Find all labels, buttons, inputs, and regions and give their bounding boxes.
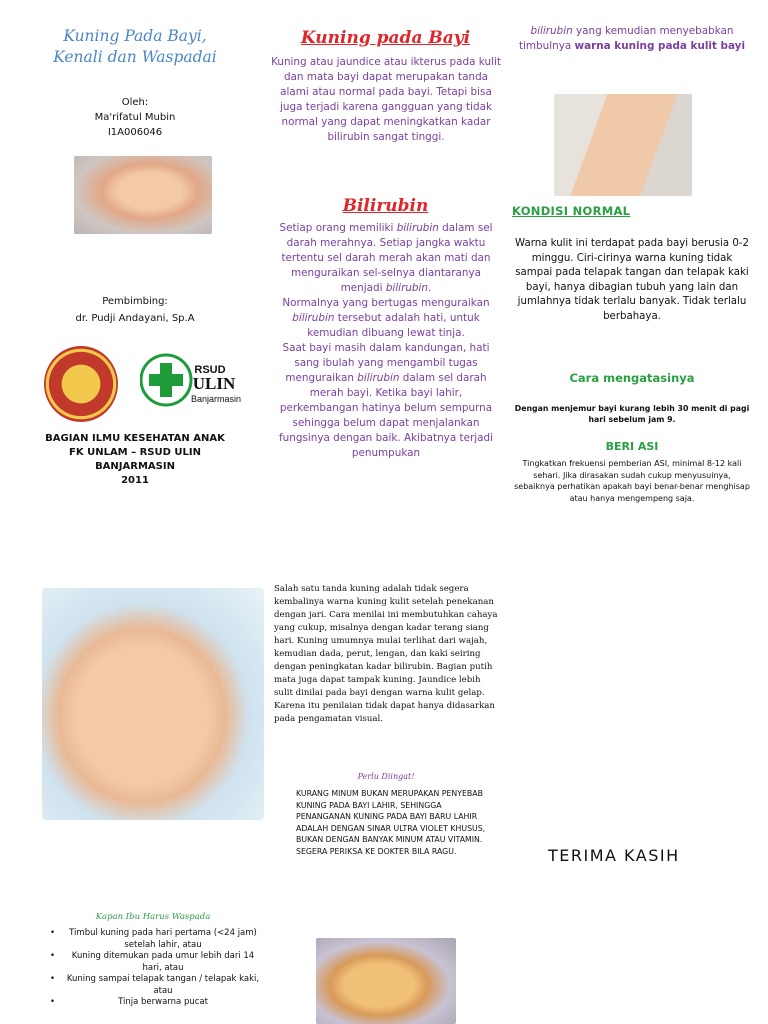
italic-term: bilirubin (292, 312, 335, 324)
heading-kondisi-normal: KONDISI NORMAL (512, 204, 631, 218)
italic-term: bilirubin (357, 372, 400, 384)
paragraph-perlu-diingat: KURANG MINUM BUKAN MERUPAKAN PENYEBAB KUNING PADA BAYI LAHIR, SEHINGGA PENANGANAN KUNING PADA BAYI BARU LAHIR ADALAH DENGAN SINAR ULTRA VIOLET KHUSUS, BUKAN DENGAN BANYAK MINUM ATAU VITAMIN. SEGERA PERIKSA KE DOKTER BILA RAGU. (296, 789, 486, 856)
institution-line1: BAGIAN ILMU KESEHATAN ANAK (45, 433, 225, 444)
italic-term: bilirubin (385, 282, 428, 294)
baby-stethoscope-photo (554, 94, 692, 196)
paragraph-tanda-kuning: Salah satu tanda kuning adalah tidak segera kembalinya warna kuning kulit setelah penekanan dengan jari. Cara menilai ini membutuhkan cahaya yang cukup, misalnya dengan kadar terang siang hari. Kuning umumnya mulai terlihat dari wajah, kemudian dada, perut, lengan, dan kaki seiring dengan peningkatan kadar bilirubin. Bagian putih mata juga dapat tampak kuning. Jaundice lebih sulit dinilai pada bayi dengan warna kulit gelap. Karena itu penilaian tidak dapat hanya didasarkan pada pengamatan visual. (274, 584, 498, 724)
heading-beri-asi: BERI ASI (605, 440, 659, 453)
logo-rsud-text: RSUD (194, 364, 226, 376)
brochure-title-line2: Kenali dan Waspadai (53, 48, 217, 66)
baby-thumb-sucking-photo (42, 588, 264, 820)
bilirubin-paragraph-1 (270, 221, 502, 296)
supervisor-label: Pembimbing: (102, 296, 168, 307)
text-fragment: dalam sel darah merah bayi. Ketika bayi lahir, perkembangan hatinya belum sempurna sehingga belum dapat menjalankan fungsinya dengan baik. Akibatnya terjadi penumpukan (279, 372, 493, 459)
brochure-title (20, 26, 250, 68)
text-fragment: Normalnya yang bertugas menguraikan (282, 297, 490, 309)
text-fragment: . (428, 282, 432, 294)
heading-bilirubin: Bilirubin (342, 196, 429, 216)
text-fragment: Saat bayi masih dalam kandungan, hati sang ibulah yang mengambil tugas menguraikan (282, 342, 490, 384)
brochure-title-line1: Kuning Pada Bayi, (63, 27, 207, 45)
sleeping-baby-photo (74, 156, 212, 234)
list-item: • Kuning sampai telapak tangan / telapak kaki, atau (50, 974, 264, 997)
institution-year: 2011 (121, 475, 149, 486)
paragraph-kuning: Kuning atau jaundice atau ikterus pada kulit dan mata bayi dapat merupakan tanda alami atau normal pada bayi. Tetapi bisa juga terjadi karena gangguan yang tidak normal yang dapat meningkatkan kadar bilirubin sangat tinggi. (271, 56, 501, 143)
bilirubin-paragraph-3 (270, 341, 502, 461)
institution-line3: BANJARMASIN (95, 461, 175, 472)
list-item: • Timbul kuning pada hari pertama (<24 jam) setelah lahir, atau (50, 928, 264, 951)
author-block (40, 95, 230, 140)
text-fragment: dalam sel darah merahnya. Setiap jangka waktu tertentu sel darah merah akan mati dan menguraikan sel-selnya diantaranya menjadi (281, 222, 493, 294)
heading-cara-mengatasinya: Cara mengatasinya (569, 371, 695, 385)
author-id: I1A006046 (107, 127, 163, 138)
heading-kapan-waspada: Kapan Ibu Harus Waspada (95, 912, 211, 922)
text-fragment: Setiap orang memiliki (279, 222, 397, 234)
paragraph-bilirubin (270, 221, 502, 461)
supervisor-name: dr. Pudji Andayani, Sp.A (75, 313, 195, 324)
thank-you-text: TERIMA KASIH (548, 846, 680, 865)
paragraph-continuation (512, 24, 752, 54)
bilirubin-paragraph-2 (270, 296, 502, 341)
warning-signs-list (50, 928, 264, 1009)
institution-block (40, 432, 230, 488)
list-item: • Tinja berwarna pucat (50, 997, 264, 1009)
italic-term: bilirubin (396, 222, 439, 234)
logo-ulin-text: ULIN (192, 374, 236, 393)
heading-kuning-pada-bayi: Kuning pada Bayi (300, 28, 471, 48)
text-fragment: tersebut adalah hati, untuk kemudian dibuang lewat tinja. (307, 312, 480, 339)
paragraph-cara-mengatasinya: Dengan menjemur bayi kurang lebih 30 menit di pagi hari sebelum jam 9. (514, 404, 750, 424)
bold-phrase: warna kuning pada kulit bayi (574, 40, 746, 52)
author-name: Ma'rifatul Mubin (94, 112, 176, 123)
text-fragment: yang kemudian menyebabkan timbulnya (518, 25, 734, 52)
list-item: • Kuning ditemukan pada umur lebih dari 14 hari, atau (50, 951, 264, 974)
institution-line2: FK UNLAM – RSUD ULIN (69, 447, 201, 458)
logo-banjarmasin-text: Banjarmasin (190, 394, 242, 404)
author-label: Oleh: (121, 97, 149, 108)
rsud-ulin-logo (140, 352, 252, 408)
newborn-phototherapy-photo (316, 938, 456, 1024)
paragraph-kondisi-normal: Warna kulit ini terdapat pada bayi berusia 0-2 minggu. Ciri-cirinya warna kuning tidak sampai pada telapak tangan dan telapak kaki bayi, hanya dibagian tubuh yang lain dan jumlahnya tidak terlalu banyak. Tidak terlalu berbahaya. (515, 238, 749, 322)
supervisor-block (40, 293, 230, 327)
heading-perlu-diingat: Perlu Diingat! (357, 772, 415, 781)
italic-term: bilirubin (530, 25, 573, 37)
university-seal-logo (44, 346, 118, 422)
paragraph-beri-asi: Tingkatkan frekuensi pemberian ASI, minimal 8-12 kali sehari. Jika dirasakan sudah cukup menyusuinya, sebaiknya perhatikan apakah bayi benar-benar menghisap atau hanya mengempeng saja. (514, 459, 750, 503)
